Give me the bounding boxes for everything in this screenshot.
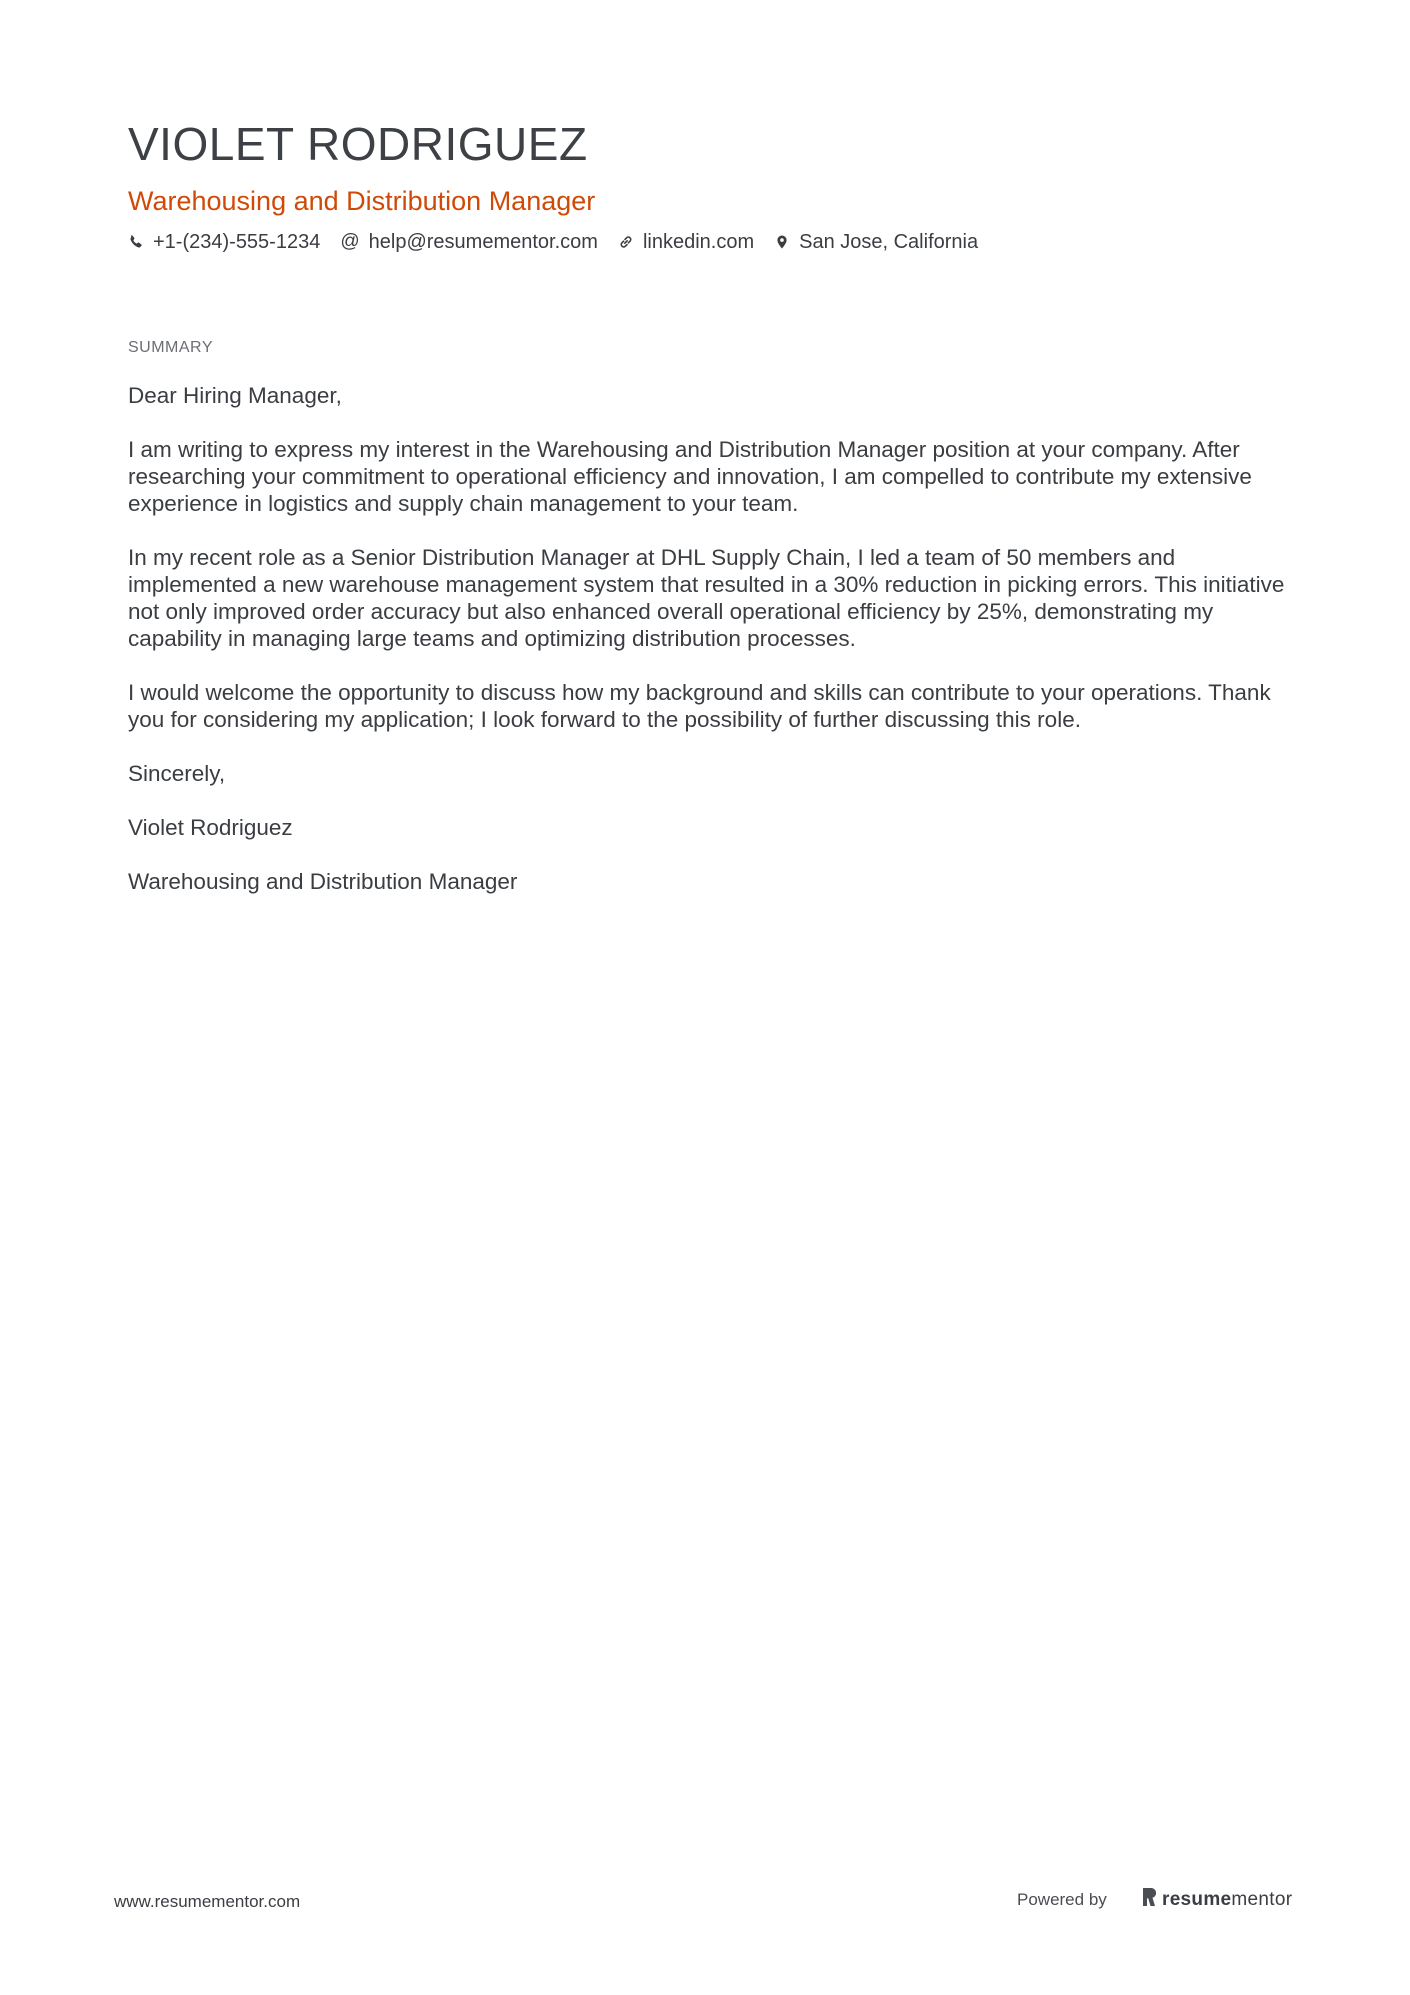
contact-info [128, 228, 1288, 256]
paragraph: I am writing to express my interest in the Warehousing and Distribution Manager position at your company. After researching your commitment to operational efficiency and innovation, I am compelled to contribute my extensive experience in logistics and supply chain management to your team. [128, 437, 1252, 516]
location-pin-icon [774, 234, 790, 250]
closing: Sincerely, [128, 761, 226, 786]
at-icon: @ [340, 231, 360, 252]
paragraph: I would welcome the opportunity to discuss how my background and skills can contribute to your operations. Thank you for considering my application; I look forward to the possibility of further discussing this role. [128, 680, 1271, 732]
email-text[interactable]: help@resumementor.com [368, 231, 598, 253]
summary-heading: SUMMARY [128, 339, 213, 356]
brand-logo[interactable] [1140, 1886, 1292, 1914]
contact-phone [128, 228, 320, 256]
signature-title: Warehousing and Distribution Manager [128, 869, 518, 894]
brand-name-part2: mentor [1231, 1889, 1293, 1910]
footer-website-link[interactable]: www.resumementor.com [114, 1892, 301, 1911]
contact-email[interactable] [340, 228, 598, 256]
location-text: San Jose, California [799, 231, 979, 253]
powered-by-label: Powered by [1017, 1890, 1107, 1909]
letter-body [128, 382, 1288, 922]
brand-name-part1: resume [1162, 1889, 1232, 1910]
phone-icon [128, 234, 144, 250]
contact-link[interactable] [618, 228, 754, 256]
greeting: Dear Hiring Manager, [128, 383, 342, 408]
applicant-name: VIOLET RODRIGUEZ [128, 118, 588, 170]
link-text[interactable]: linkedin.com [642, 231, 755, 253]
signature-name: Violet Rodriguez [128, 815, 293, 840]
job-title: Warehousing and Distribution Manager [128, 186, 596, 216]
resumementor-logo-icon [1140, 1886, 1162, 1914]
paragraph: In my recent role as a Senior Distribution Manager at DHL Supply Chain, I led a team of 50 members and implemented a new warehouse management system that resulted in a 30% reduction in picking errors. This initiative not only improved order accuracy but also enhanced overall operational efficiency by 25%, demonstrating my capability in managing large teams and optimizing distribution processes. [128, 545, 1285, 651]
link-icon [618, 234, 634, 250]
contact-location [774, 228, 978, 256]
header [128, 112, 1288, 256]
phone-text: +1-(234)-555-1234 [153, 231, 321, 253]
